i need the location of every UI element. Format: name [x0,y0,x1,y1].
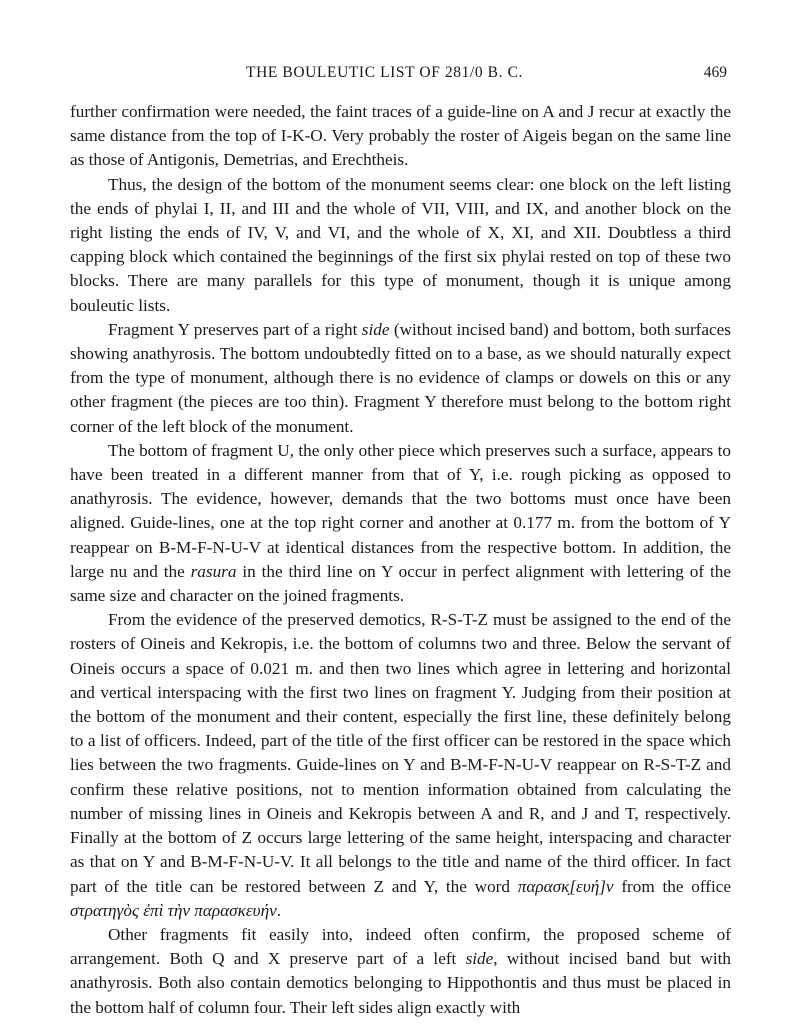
paragraph [70,100,731,173]
italic-term: side [465,949,494,969]
text-run: (without incised band) and bottom, both surfaces showing anathyrosis. The bottom undoubtedly fitted on to a base, as we should naturally expect from the type of monument, although there is no evidence of clamps or dowels on this or any other fragment (the pieces are too thin). Fragment Y therefore must belong to the bottom right corner of the left block of the monument. [70,319,731,436]
text-run: in the third line on Y occur in perfect alignment with lettering of the same size and character on the joined fragments. [70,561,731,606]
paragraph [70,439,731,608]
body-text [70,100,731,1020]
text-run: , without incised band but with anathyrosis. Both also contain demotics belonging to Hippothontis and thus must be placed in the bottom half of column four. Their left sides align exactly with [70,949,731,1017]
text-run: Thus, the design of the bottom of the monument seems clear: one block on the left listing the ends of phylai I, II, and III and the whole of VII, VIII, and IX, and another block on the right listing the ends of IV, V, and VI, and the whole of X, XI, and XII. Doubtless a third capping block which contained the beginnings of the first six phylai rested on top of these two blocks. There are many parallels for this type of monument, though it is unique among bouleutic lists. [70,174,731,315]
paragraph [70,318,731,439]
italic-term: side [361,319,390,339]
text-run: . [276,900,282,920]
text-run: The bottom of fragment U, the only other piece which preserves such a surface, appears to have been treated in a different manner from that of Y, i.e. rough picking as opposed to anathyrosis. The evidence, however, demands that the two bottoms must once have been aligned. Guide-lines, one at the top right corner and another at 0.177 m. from the bottom of Y reappear on B-M-F-N-U-V at identical distances from the respective bottom. In addition, the large nu and the [70,440,731,581]
paragraph [70,173,731,318]
page-number: 469 [703,64,727,81]
paragraph [70,923,731,1020]
greek-word: παρασκ̣[ευή]ν [517,876,614,896]
text-run: Fragment Y preserves part of a right [108,319,362,339]
running-title: THE BOULEUTIC LIST OF 281/0 B. C. [246,64,523,81]
text-run: further confirmation were needed, the faint traces of a guide-line on A and J recur at exactly the same distance from the top of I-K-O. Very probably the roster of Aigeis began on the same line as those of Antigonis, Demetrias, and Erechtheis. [70,102,731,170]
text-run: Other fragments fit easily into, indeed often confirm, the proposed scheme of arrangement. Both Q and X preserve part of a left [70,924,731,969]
text-run: From the evidence of the preserved demotics, R-S-T-Z must be assigned to the end of the rosters of Oineis and Kekropis, i.e. the bottom of columns two and three. Below the servant of Oineis occurs a space of 0.021 m. and then two lines which agree in lettering and horizontal and vertical interspacing with the first two lines on fragment Y. Judging from their position at the bottom of the monument and their content, especially the first line, these definitely belong to a list of officers. Indeed, part of the title of the first officer can be restored in the space which lies between the two fragments. Guide-lines on Y and B-M-F-N-U-V reappear on R-S-T-Z and confirm these relative positions, not to mention information obtained from calculating the number of missing lines in Oineis and Kekropis between A and R, and J and T, respectively. Finally at the bottom of Z occurs large lettering of the same height, interspacing and character as that on Y and B-M-F-N-U-V. It all belongs to the title and name of the third officer. In fact part of the title can be restored between Z and Y, the word [70,610,731,896]
greek-phrase: στρατηγὸς ἐπὶ τὴν παρασκευήν [70,900,277,920]
text-run: from the office [613,876,731,896]
paragraph [70,608,731,923]
italic-term: rasura [190,561,237,581]
